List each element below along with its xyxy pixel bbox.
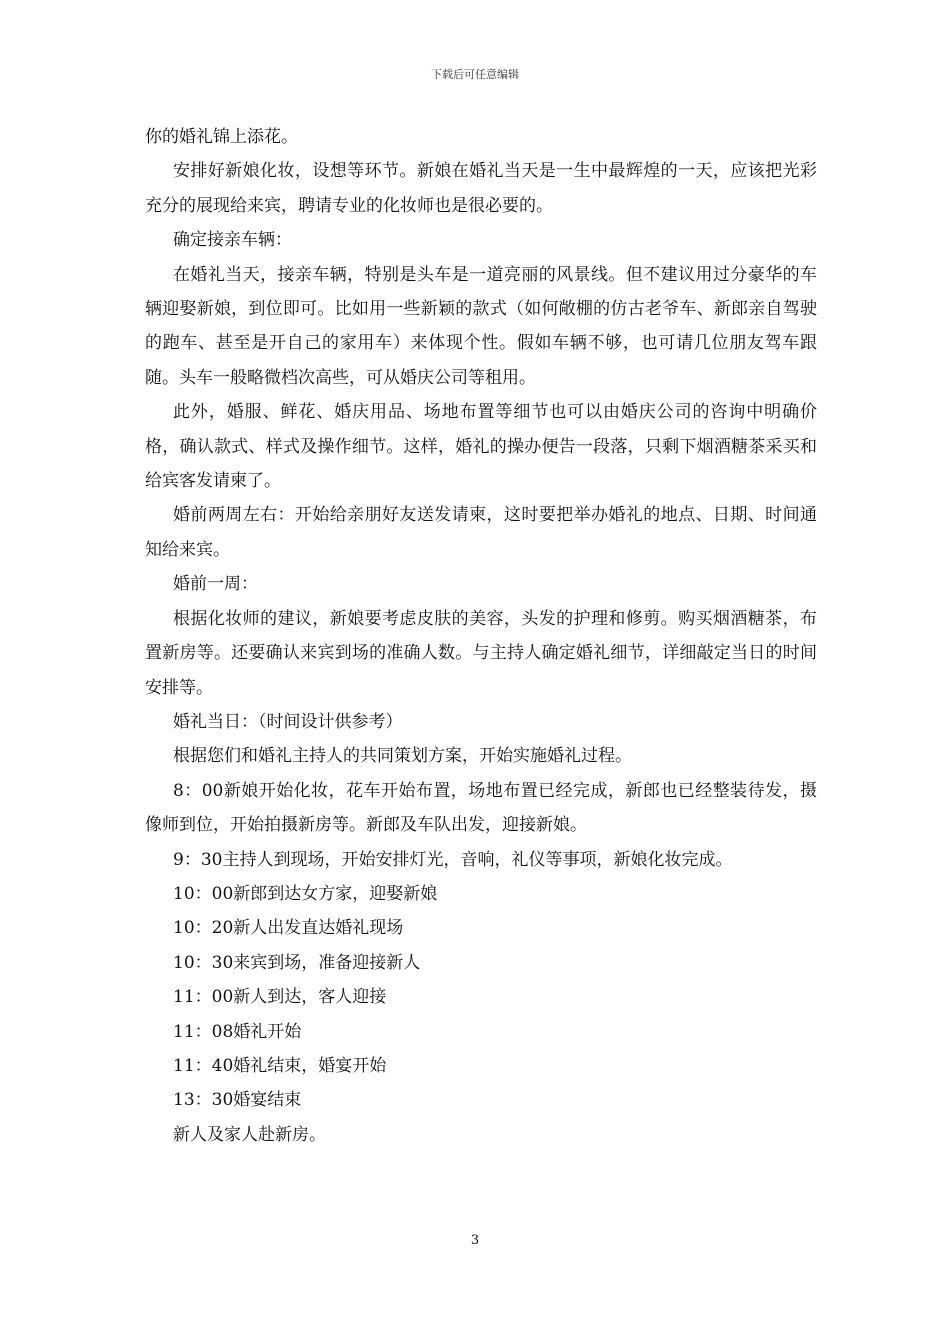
page-number: 3 <box>470 1233 480 1248</box>
document-body <box>145 120 817 1152</box>
body-paragraph: 10：30来宾到场，准备迎接新人 <box>173 952 421 973</box>
body-paragraph: 婚礼当日：（时间设计供参考） <box>173 711 403 732</box>
body-paragraph: 婚前一周： <box>173 574 258 595</box>
body-paragraph: 11：40婚礼结束，婚宴开始 <box>173 1055 387 1076</box>
body-paragraph: 安排好新娘化妆，设想等环节。新娘在婚礼当天是一生中最辉煌的一天，应该把光彩充分的展现给来宾，聘请专业的化妆师也是很必要的。 <box>145 161 817 216</box>
body-paragraph: 根据化妆师的建议，新娘要考虑皮肤的美容，头发的护理和修剪。购买烟酒糖茶，布置新房等。还要确认来宾到场的准确人数。与主持人确定婚礼细节，详细敲定当日的时间安排等。 <box>145 608 817 698</box>
body-paragraph: 9：30主持人到现场，开始安排灯光，音响，礼仪等事项，新娘化妆完成。 <box>173 849 733 870</box>
body-paragraph: 13：30婚宴结束 <box>173 1090 302 1111</box>
body-paragraph: 新人及家人赴新房。 <box>173 1124 326 1145</box>
body-paragraph: 10：20新人出发直达婚礼现场 <box>173 918 404 939</box>
body-paragraph: 确定接亲车辆： <box>173 230 292 251</box>
body-paragraph: 11：00新人到达，客人迎接 <box>173 987 387 1008</box>
body-paragraph: 11：08婚礼开始 <box>173 1021 302 1042</box>
body-paragraph: 8：00新娘开始化妆，花车开始布置，场地布置已经完成，新郎也已经整装待发，摄像师到位，开始拍摄新房等。新郎及车队出发，迎接新娘。 <box>145 780 817 836</box>
body-paragraph: 在婚礼当天，接亲车辆，特别是头车是一道亮丽的风景线。但不建议用过分豪华的车辆迎娶新娘，到位即可。比如用一些新颖的款式（如何敞棚的仿古老爷车、新郎亲自驾驶的跑车、甚至是开自己的家用车）来体现个性。假如车辆不够，也可请几位朋友驾车跟随。头车一般略微档次高些，可从婚庆公司等租用。 <box>145 264 817 388</box>
body-paragraph: 根据您们和婚礼主持人的共同策划方案，开始实施婚礼过程。 <box>173 746 632 767</box>
body-paragraph: 10：00新郎到达女方家，迎娶新娘 <box>173 883 438 904</box>
body-paragraph: 此外，婚服、鲜花、婚庆用品、场地布置等细节也可以由婚庆公司的咨询中明确价格，确认款式、样式及操作细节。这样，婚礼的操办便告一段落，只剩下烟酒糖茶采买和给宾客发请柬了。 <box>145 402 817 492</box>
body-paragraph: 婚前两周左右：开始给亲朋好友送发请柬，这时要把举办婚礼的地点、日期、时间通知给来宾。 <box>145 505 817 560</box>
body-paragraph: 你的婚礼锦上添花。 <box>145 127 298 147</box>
page-header-note: 下载后可任意编辑 <box>431 68 519 81</box>
